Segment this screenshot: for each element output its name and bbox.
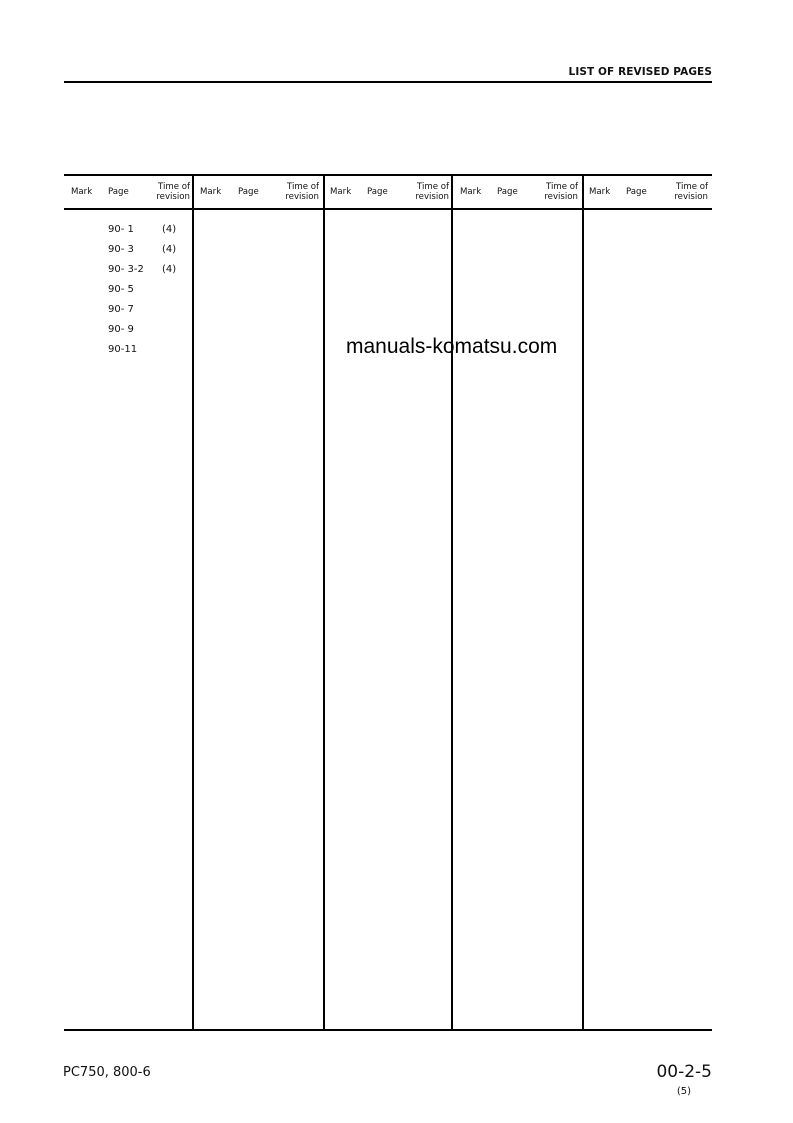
column-header-page: Page <box>497 187 518 197</box>
table-row-page: 90- 7 <box>108 304 134 315</box>
column-divider <box>451 174 453 1031</box>
watermark-text: manuals-komatsu.com <box>346 335 558 358</box>
time-line1: Time of <box>675 182 708 192</box>
table-row-page: 90- 3 <box>108 244 134 255</box>
table-bottom-rule <box>64 1029 712 1031</box>
table-header-rule <box>64 208 712 210</box>
time-line1: Time of <box>157 182 190 192</box>
column-header-page: Page <box>238 187 259 197</box>
model-label: PC750, 800-6 <box>63 1065 151 1080</box>
column-header-time <box>534 182 578 202</box>
time-line2: revision <box>415 192 449 202</box>
column-header-time <box>275 182 319 202</box>
column-header-mark: Mark <box>71 187 93 197</box>
column-header-mark: Mark <box>200 187 222 197</box>
table-row-page: 90-11 <box>108 344 138 355</box>
table-row-revision: (4) <box>162 224 177 235</box>
table-row-page: 90- 9 <box>108 324 134 335</box>
column-header-page: Page <box>108 187 129 197</box>
page-number: 00-2-5 <box>656 1062 712 1082</box>
column-header-mark: Mark <box>330 187 352 197</box>
column-divider <box>323 174 325 1031</box>
time-line2: revision <box>544 192 578 202</box>
column-header-mark: Mark <box>589 187 611 197</box>
column-divider <box>582 174 584 1031</box>
table-row-page: 90- 5 <box>108 284 134 295</box>
column-header-time <box>146 182 190 202</box>
time-line1: Time of <box>545 182 578 192</box>
column-header-mark: Mark <box>460 187 482 197</box>
table-row-revision: (4) <box>162 264 177 275</box>
revision-number: (5) <box>676 1086 691 1097</box>
time-line1: Time of <box>286 182 319 192</box>
column-header-page: Page <box>626 187 647 197</box>
header-rule <box>64 81 712 83</box>
column-header-page: Page <box>367 187 388 197</box>
column-header-time <box>405 182 449 202</box>
time-line2: revision <box>156 192 190 202</box>
time-line2: revision <box>285 192 319 202</box>
table-row-revision: (4) <box>162 244 177 255</box>
table-row-page: 90- 3-2 <box>108 264 144 275</box>
column-divider <box>192 174 194 1031</box>
table-top-rule <box>64 174 712 176</box>
column-header-time <box>664 182 708 202</box>
table-row-page: 90- 1 <box>108 224 134 235</box>
page-header-title: LIST OF REVISED PAGES <box>568 66 712 78</box>
time-line1: Time of <box>416 182 449 192</box>
time-line2: revision <box>674 192 708 202</box>
